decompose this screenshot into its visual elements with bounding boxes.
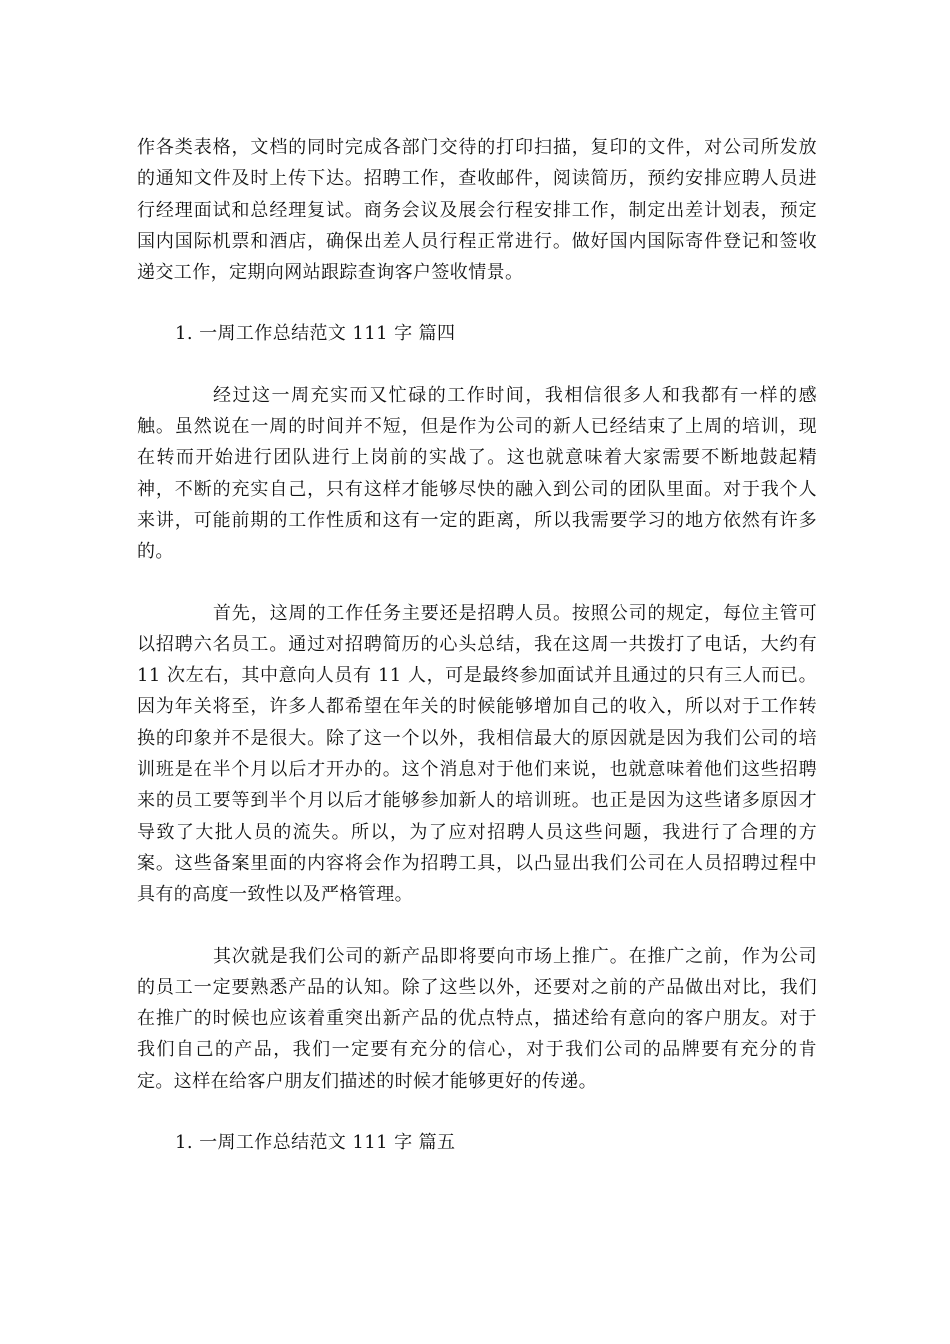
paragraph-first: 首先，这周的工作任务主要还是招聘人员。按照公司的规定，每位主管可以招聘六名员工。通过对招聘简历的心头总结，我在这周一共拨打了电话，大约有 11 次左右，其中意向人员有 11 人，可是最终参加面试并且通过的只有三人而已。因为年关将至，许多人都希望在年关的时候能够增加自己的收入，所以对于工作转换的印象并不是很大。除了这一个以外，我相信最大的原因就是因为我们公司的培训班是在半个月以后才开办的。这个消息对于他们来说，也就意味着他们这些招聘来的员工要等到半个月以后才能够参加新人的培训班。也正是因为这些诸多原因才导致了大批人员的流失。所以，为了应对招聘人员这些问题，我进行了合理的方案。这些备案里面的内容将会作为招聘工具，以凸显出我们公司在人员招聘过程中具有的高度一致性以及严格管理。 [137,602,817,906]
paragraph-gap [137,1097,817,1127]
section-heading-4: 1. 一周工作总结范文 111 字 篇四 [175,323,456,345]
paragraph-gap [137,350,817,380]
paragraph-second: 其次就是我们公司的新产品即将要向市场上推广。在推广之前，作为公司的员工一定要熟悉产品的认知。除了这些以外，还要对之前的产品做出对比，我们在推广的时候也应该着重突出新产品的优点特点，描述给有意向的客户朋友。对于我们自己的产品，我们一定要有充分的信心，对于我们公司的品牌要有充分的肯定。这样在给客户朋友们描述的时候才能够更好的传递。 [137,945,817,1092]
paragraph-gap [137,568,817,598]
paragraph-gap [137,911,817,941]
paragraph-continued: 作各类表格，文档的同时完成各部门交待的打印扫描，复印的文件，对公司所发放的通知文件及时上传下达。招聘工作，查收邮件，阅读简历，预约安排应聘人员进行经理面试和总经理复试。商务会议及展会行程安排工作，制定出差计划表，预定国内国际机票和酒店，确保出差人员行程正常进行。做好国内国际寄件登记和签收递交工作，定期向网站跟踪查询客户签收情景。 [137,137,817,284]
document-body [137,132,817,1158]
paragraph-gap [137,288,817,318]
paragraph-intro: 经过这一周充实而又忙碌的工作时间，我相信很多人和我都有一样的感触。虽然说在一周的时间并不短，但是作为公司的新人已经结束了上周的培训，现在转而开始进行团队进行上岗前的实战了。这也就意味着大家需要不断地鼓起精神，不断的充实自己，只有这样才能够尽快的融入到公司的团队里面。对于我个人来讲，可能前期的工作性质和这有一定的距离，所以我需要学习的地方依然有许多的。 [137,384,817,563]
section-heading-5: 1. 一周工作总结范文 111 字 篇五 [175,1132,456,1154]
